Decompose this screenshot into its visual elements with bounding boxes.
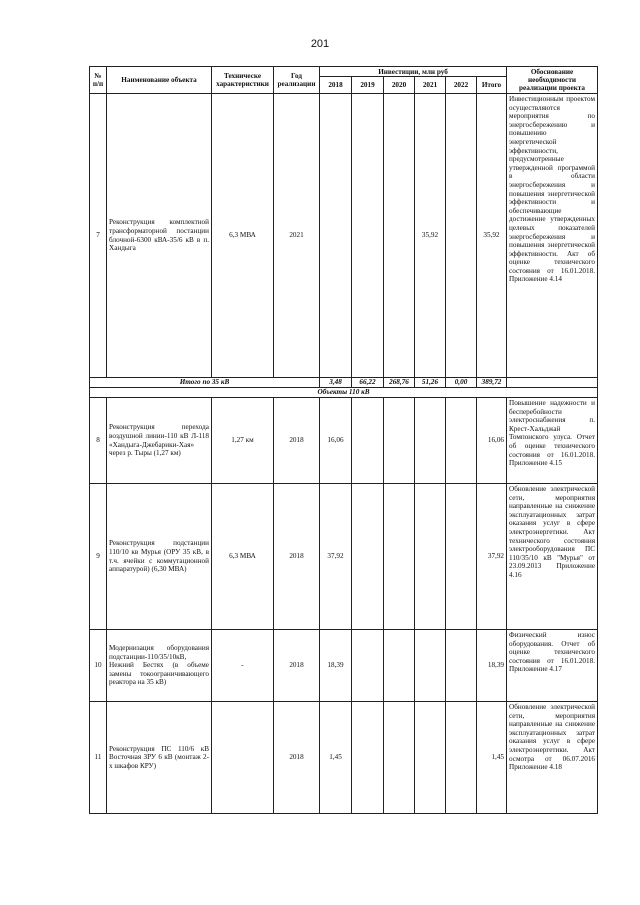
value-2018: 37,92 [320,484,352,630]
value-2022 [446,630,477,702]
value-total: 18,39 [477,630,507,702]
value-2022 [446,94,477,378]
object-name: Реконструкция ПС 110/6 кВ Восточная ЗРУ 6 кВ (монтаж 2-х шкафов КРУ) [107,702,212,814]
value-2020 [384,702,415,814]
value-2021 [415,702,446,814]
tech-characteristics: 6,3 МВА [212,94,274,378]
value-2018: 18,39 [320,630,352,702]
row-num: 10 [90,630,107,702]
section-110kv-title: Объекты 110 кВ [90,388,598,398]
header-justification: Обоснование необходимости реализации проекта [507,67,598,94]
value-2020 [384,398,415,484]
value-2020 [384,484,415,630]
total-2021: 51,26 [415,378,446,388]
value-2019 [352,94,384,378]
object-name: Модернизация оборудования подстанции-110/35/10кВ, Нежний Бестях (в объеме замены токоограничивающего реактора на 35 кВ) [107,630,212,702]
implementation-year: 2018 [274,702,320,814]
object-name: Реконструкция подстанции 110/10 кв Мурья (ОРУ 35 кВ, в т.ч. ячейки с коммутационной аппаратурой) (6,30 МВА) [107,484,212,630]
justification: Физический износ оборудования. Отчет об оценке технического состояния от 16.01.2018. Приложение 4.17 [507,630,598,702]
header-year-2021: 2021 [415,77,446,94]
implementation-year: 2021 [274,94,320,378]
header-total: Итого [477,77,507,94]
header-num: № п/п [90,67,107,94]
value-2018 [320,94,352,378]
row-num: 7 [90,94,107,378]
value-2019 [352,630,384,702]
total-2022: 0,00 [446,378,477,388]
row-num: 9 [90,484,107,630]
implementation-year: 2018 [274,630,320,702]
header-tech: Техническе характеристики [212,67,274,94]
total-empty [507,378,598,388]
value-2019 [352,398,384,484]
value-2021: 35,92 [415,94,446,378]
header-year-2022: 2022 [446,77,477,94]
value-2021 [415,630,446,702]
value-total: 35,92 [477,94,507,378]
implementation-year: 2018 [274,484,320,630]
value-total: 37,92 [477,484,507,630]
header-name: Наименование объекта [107,67,212,94]
value-2019 [352,484,384,630]
value-2018: 1,45 [320,702,352,814]
row-num: 11 [90,702,107,814]
value-total: 16,06 [477,398,507,484]
page-number: 201 [310,38,330,50]
value-2019 [352,702,384,814]
justification: Повышение надежности и бесперебойности электроснабжения п. Крест-Хальджай Томпонского улуса. Отчет об оценке технического состояния от 16.01.2018. Приложение 4.15 [507,398,598,484]
table-row [90,484,598,630]
total-35kv-row [90,378,598,388]
value-2020 [384,94,415,378]
value-2018: 16,06 [320,398,352,484]
header-year-2020: 2020 [384,77,415,94]
total-sum: 389,72 [477,378,507,388]
header-year: Год реализации [274,67,320,94]
header-year-2019: 2019 [352,77,384,94]
total-2020: 268,76 [384,378,415,388]
value-2022 [446,398,477,484]
object-name: Реконструкция перехода воздушной линии-110 кВ Л-118 «Хандыга-Джебарики-Хая» через р. Тыры (1,27 км) [107,398,212,484]
row-num: 8 [90,398,107,484]
value-2020 [384,630,415,702]
table-row [90,702,598,814]
value-2022 [446,702,477,814]
table-row [90,630,598,702]
value-total: 1,45 [477,702,507,814]
tech-characteristics [212,702,274,814]
header-investments: Инвестиции, млн руб [320,67,507,77]
total-2018: 3,48 [320,378,352,388]
implementation-year: 2018 [274,398,320,484]
investment-table [89,66,598,814]
justification: Обновление электрической сети, мероприятия направленные на снижение эксплуатационных затрат оказания услуг в сфере электроэнергетики. Акт осмотра от 06.07.2016 Приложение 4.18 [507,702,598,814]
justification: Обновление электрической сети, мероприятия направленные на снижение эксплуатационных затрат оказания услуг в сфере электроэнергетики. Акт технического состояния электрооборудования ПС 110/35/10 кВ "Мурья" от 23.09.2013 Приложение 4.16 [507,484,598,630]
object-name: Реконструкция комплектной трансформаторной постанции блочной-6300 кВА-35/6 кВ в п. Хандыга [107,94,212,378]
table-row [90,94,598,378]
value-2021 [415,484,446,630]
justification: Инвестиционным проектом осуществляются мероприятия по энергосбережению и повышению энергетической эффективности, предусмотренные утвержденной программой в области энергосбережения и повышения энергетической эффективности и обеспечивающие достижение утвержденных целевых показателей энергосбережения и повышения энергетической эффективности. Акт об оценке технического состояния от 16.01.2018. Приложение 4.14 [507,94,598,378]
section-110kv-row [90,388,598,398]
total-35kv-label: Итого по 35 кВ [90,378,320,388]
tech-characteristics: 1,27 км [212,398,274,484]
tech-characteristics: 6,3 МВА [212,484,274,630]
total-2019: 66,22 [352,378,384,388]
tech-characteristics: - [212,630,274,702]
value-2021 [415,398,446,484]
table-row [90,398,598,484]
value-2022 [446,484,477,630]
header-year-2018: 2018 [320,77,352,94]
